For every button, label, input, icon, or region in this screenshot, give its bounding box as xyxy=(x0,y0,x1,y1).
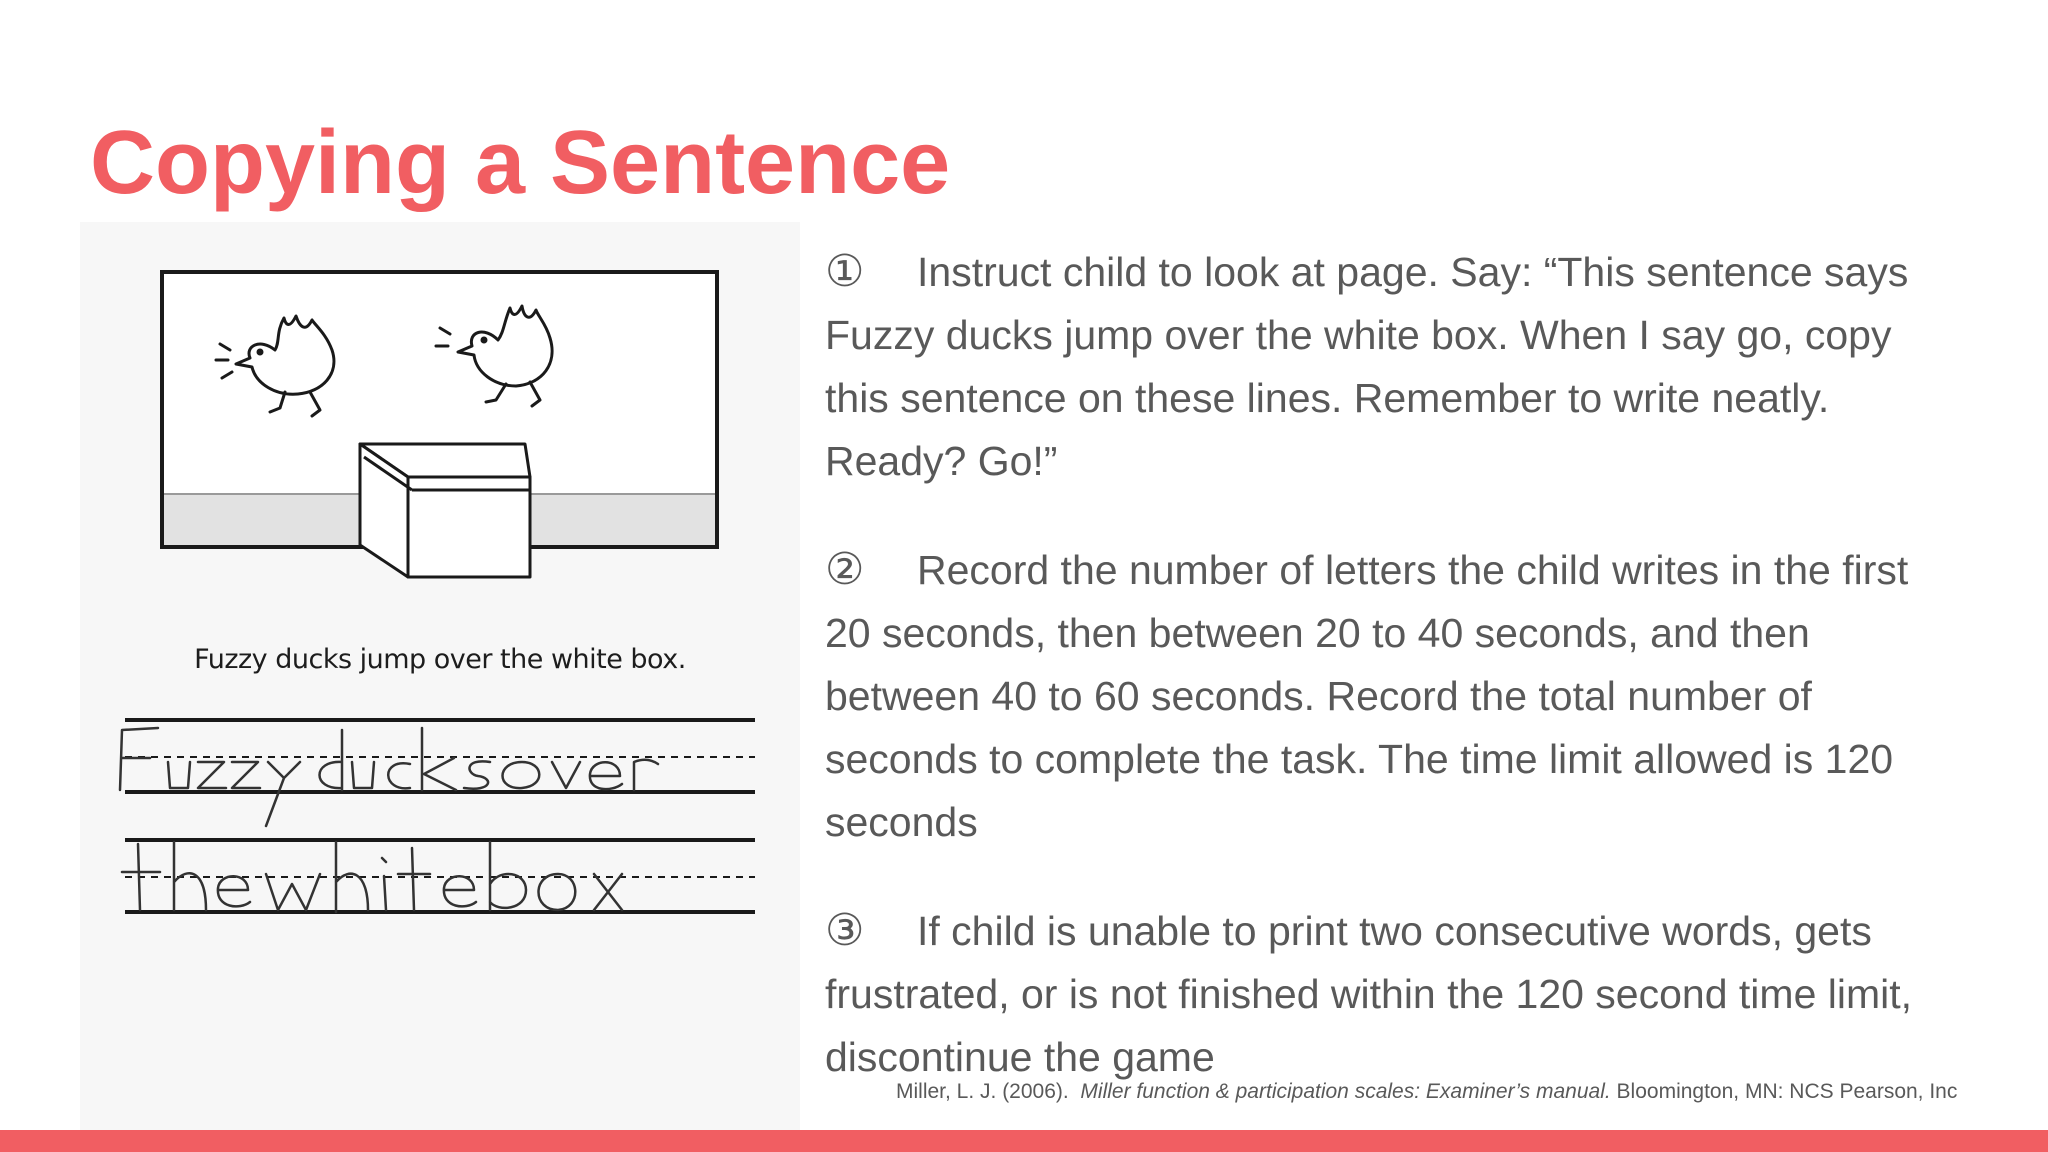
step-2 xyxy=(825,538,1955,854)
worksheet-illustration xyxy=(80,222,800,1132)
step-3-number: ③ xyxy=(825,905,865,956)
citation xyxy=(896,1080,1957,1104)
slide-title: Copying a Sentence xyxy=(90,113,951,213)
step-1 xyxy=(825,240,1955,493)
bottom-accent-bar xyxy=(0,1130,2048,1152)
step-2-text: Record the number of letters the child writes in the first 20 seconds, then between 20 to 40 seconds, and then between 40 to 60 seconds. Record the total number of seconds to complete the task. The time limit allowed is 120 seconds xyxy=(825,547,1909,845)
citation-author: Miller, L. J. (2006). xyxy=(896,1080,1069,1103)
step-1-number: ① xyxy=(825,246,865,297)
step-2-number: ② xyxy=(825,544,865,595)
citation-publisher: Bloomington, MN: NCS Pearson, Inc xyxy=(1616,1080,1958,1103)
worksheet-image xyxy=(80,222,800,1132)
citation-title: Miller function & participation scales: Examiner’s manual. xyxy=(1080,1080,1611,1103)
step-1-text: Instruct child to look at page. Say: “This sentence says Fuzzy ducks jump over the white box. When I say go, copy this sentence on these lines. Remember to write neatly. Ready? Go!” xyxy=(825,249,1909,484)
step-3 xyxy=(825,899,1955,1089)
step-3-text: If child is unable to print two consecutive words, gets frustrated, or is not finished within the 120 second time limit, discontinue the game xyxy=(825,908,1913,1080)
box-drawing xyxy=(360,444,530,577)
figure-caption: Fuzzy ducks jump over the white box. xyxy=(194,644,686,675)
instruction-steps xyxy=(825,240,1955,1089)
